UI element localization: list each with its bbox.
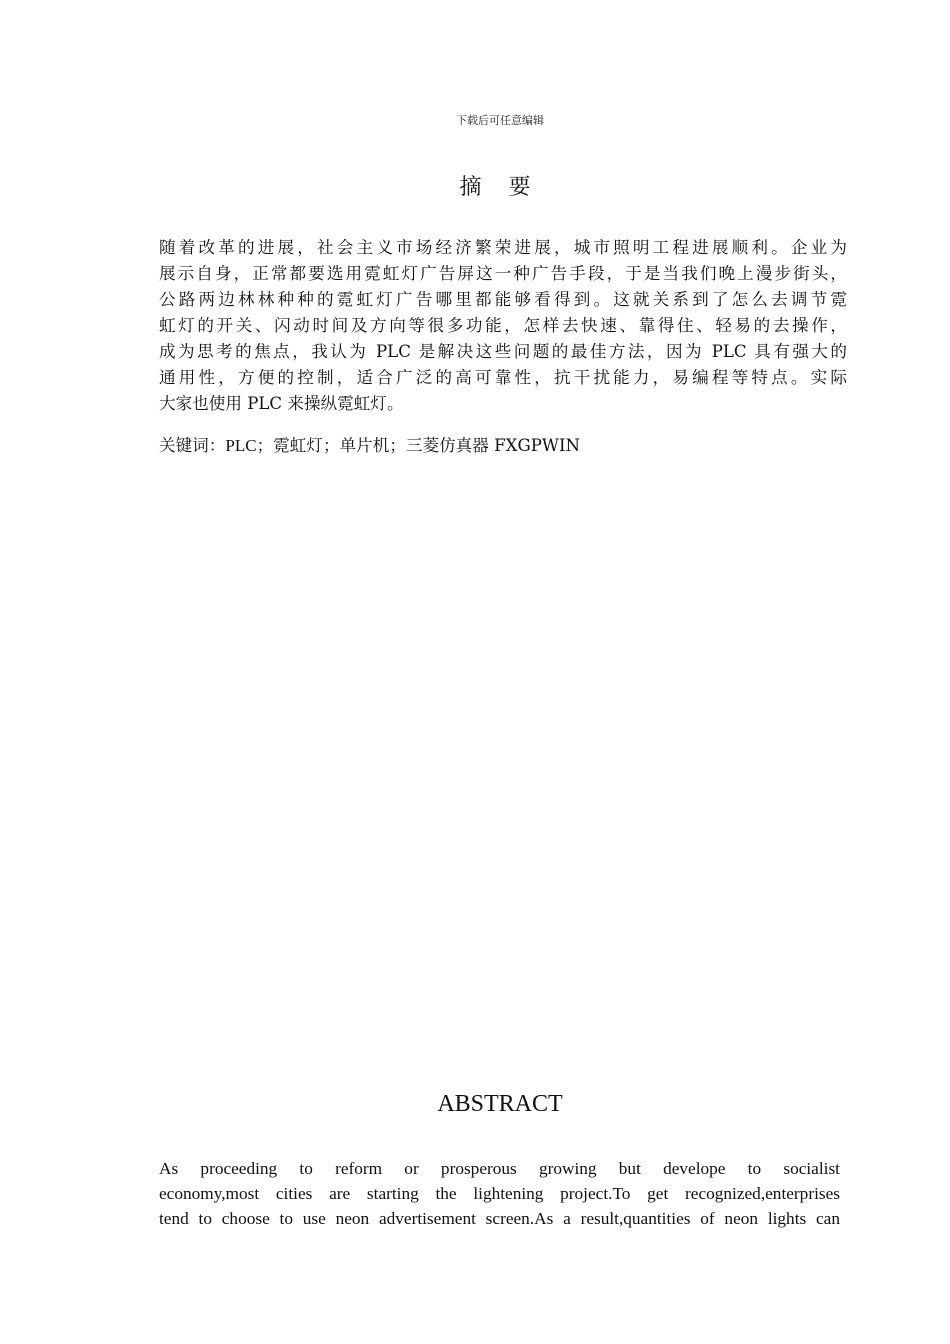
abstract-en-line: As proceeding to reform or prosperous growing but develope to socialist: [159, 1159, 840, 1178]
keyword-separator: ；: [256, 436, 274, 455]
keywords-line: [159, 434, 859, 458]
abstract-en-line: economy,most cities are starting the lightening project.To get recognized,enterprises: [159, 1184, 840, 1203]
keyword: 三菱仿真器 FXGPWIN: [405, 436, 581, 455]
keyword-separator: ；: [389, 436, 406, 455]
abstract-cn-line: 展示自身，正常都要选用霓虹灯广告屏这一种广告手段，于是当我们晚上漫步街头，: [159, 264, 847, 283]
keyword: 单片机: [339, 436, 390, 455]
abstract-cn-title: 摘 要: [459, 175, 541, 200]
abstract-cn-line: 通用性，方便的控制，适合广泛的高可靠性，抗干扰能力，易编程等特点。实际: [159, 368, 847, 387]
abstract-cn-line: 虹灯的开关、闪动时间及方向等很多功能，怎样去快速、靠得住、轻易的去操作，: [159, 316, 847, 335]
keywords-label: 关键词：: [159, 436, 226, 455]
abstract-cn-line: 大家也使用 PLC 来操纵霓虹灯。: [159, 394, 404, 413]
abstract-cn-line: 随着改革的进展，社会主义市场经济繁荣进展，城市照明工程进展顺利。企业为: [159, 238, 847, 257]
keyword: PLC: [225, 436, 257, 455]
abstract-cn-line: 成为思考的焦点，我认为 PLC 是解决这些问题的最佳方法，因为 PLC 具有强大的: [159, 342, 847, 361]
abstract-en-title: ABSTRACT: [437, 1091, 563, 1117]
keyword: 霓虹灯: [273, 436, 323, 455]
abstract-cn-line: 公路两边林林种种的霓虹灯广告哪里都能够看得到。这就关系到了怎么去调节霓: [159, 290, 847, 309]
abstract-en-body: [159, 1156, 840, 1231]
keyword-separator: ；: [322, 436, 340, 455]
header-note: 下载后可任意编辑: [456, 114, 544, 127]
abstract-en-line: tend to choose to use neon advertisement screen.As a result,quantities of neon lights can: [159, 1209, 840, 1228]
abstract-cn-body: [159, 235, 847, 417]
